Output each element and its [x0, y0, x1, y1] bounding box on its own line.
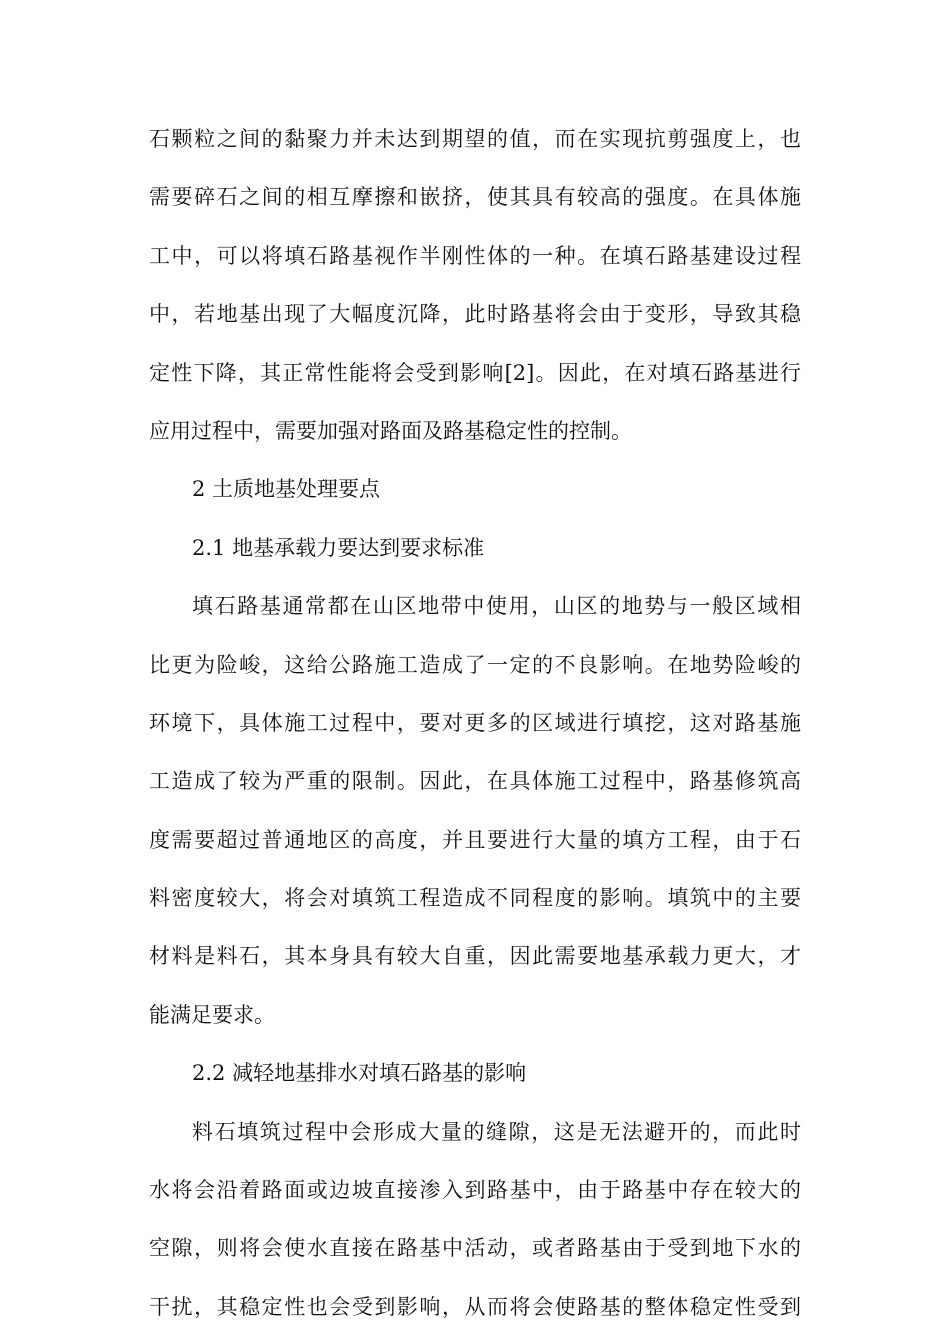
subsection-heading: 2.2 减轻地基排水对填石路基的影响: [192, 1061, 527, 1086]
paragraph-line: 水将会沿着路面或边坡直接渗入到路基中，由于路基中存在较大的: [149, 1178, 801, 1203]
paragraph-line: 材料是料石，其本身具有较大自重，因此需要地基承载力更大，才: [149, 944, 801, 969]
paragraph-line: 能满足要求。: [149, 1002, 275, 1027]
paragraph-line: 空隙，则将会使水直接在路基中活动，或者路基由于受到地下水的: [149, 1236, 801, 1261]
document-body: [149, 110, 801, 1336]
paragraph-line: 环境下，具体施工过程中，要对更多的区域进行填挖，这对路基施: [149, 710, 801, 735]
paragraph-line: 料密度较大，将会对填筑工程造成不同程度的影响。填筑中的主要: [149, 886, 801, 911]
paragraph-line: 料石填筑过程中会形成大量的缝隙，这是无法避开的，而此时: [192, 1119, 801, 1144]
paragraph-line: 中，若地基出现了大幅度沉降，此时路基将会由于变形，导致其稳: [149, 302, 801, 327]
paragraph-line: 度需要超过普通地区的高度，并且要进行大量的填方工程，由于石: [149, 827, 801, 852]
paragraph-line: 干扰，其稳定性也会受到影响，从而将会使路基的整体稳定性受到: [149, 1294, 801, 1319]
paragraph-line: 工中，可以将填石路基视作半刚性体的一种。在填石路基建设过程: [149, 243, 801, 268]
section-heading: 2 土质地基处理要点: [192, 477, 381, 502]
paragraph-line: 石颗粒之间的黏聚力并未达到期望的值，而在实现抗剪强度上，也: [149, 127, 801, 151]
paragraph-line: 比更为险峻，这给公路施工造成了一定的不良影响。在地势险峻的: [149, 652, 801, 677]
paragraph-line: 工造成了较为严重的限制。因此，在具体施工过程中，路基修筑高: [149, 769, 801, 794]
subsection-heading: 2.1 地基承载力要达到要求标准: [192, 535, 485, 560]
paragraph-line: 应用过程中，需要加强对路面及路基稳定性的控制。: [149, 418, 632, 443]
paragraph-line: 定性下降，其正常性能将会受到影响[2]。因此，在对填石路基进行: [149, 360, 801, 385]
paragraph-line: 填石路基通常都在山区地带中使用，山区的地势与一般区域相: [192, 594, 801, 619]
paragraph-line: 需要碎石之间的相互摩擦和嵌挤，使其具有较高的强度。在具体施: [149, 185, 801, 210]
